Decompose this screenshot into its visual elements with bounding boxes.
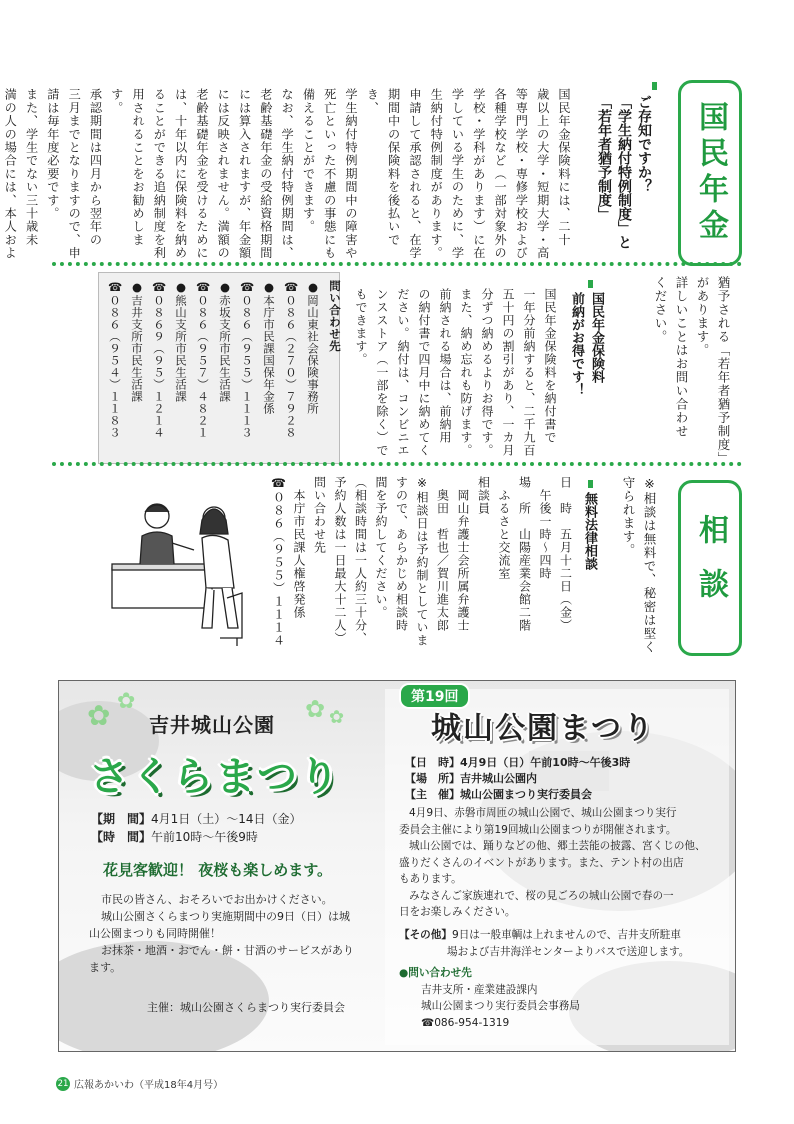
text-line: 申請して承認されると、在学 bbox=[407, 88, 422, 260]
text-line: ※相談日は予約制としていま bbox=[415, 476, 429, 647]
text-line: の納付書で四月中に納めてく bbox=[417, 288, 431, 457]
soudan-accent bbox=[588, 480, 593, 488]
text-line: 学生納付特例期間中の障害や bbox=[344, 88, 359, 260]
text-line: 老齢基礎年金を受けるために bbox=[194, 88, 209, 260]
publication-name: 広報あかいわ（平成18年4月号） bbox=[74, 1080, 224, 1091]
text-line: ることができる追納制度を利 bbox=[152, 88, 167, 260]
text-line: 各種学校など（一部対象外の bbox=[493, 88, 508, 260]
text-line: 五十円の割引があり、一カ月 bbox=[501, 288, 515, 457]
matsuri-body-line: みなさんご家族連れで、桜の見ごろの城山公園で春の一 bbox=[409, 889, 674, 902]
text-line: 老齢基礎年金の受給資格期間 bbox=[258, 88, 273, 260]
kokumin-body bbox=[0, 88, 574, 270]
text-line: ☎０８６（９５５）１１１４ bbox=[271, 476, 286, 647]
prepay-title1: 国民年金保険料 bbox=[589, 292, 604, 383]
prepay-title2: 前納がお得です！ bbox=[569, 292, 584, 396]
matsuri-other bbox=[399, 927, 729, 960]
headline-line2: 「学生納付特例制度」と bbox=[616, 95, 632, 249]
text-line: 三月までとなりますので、申 bbox=[67, 88, 82, 260]
headline-accent bbox=[652, 82, 657, 90]
matsuri-info bbox=[405, 755, 630, 803]
headline-line3: 「若年者猶予制度」 bbox=[596, 95, 612, 221]
matsuri-place: 【場 所】吉井城山公園内 bbox=[405, 772, 537, 785]
text-line: 相談員 bbox=[476, 476, 491, 515]
kokumin-continuation bbox=[650, 276, 734, 466]
contact-item: ●赤坂支所市民生活課 bbox=[218, 280, 232, 403]
soudan-title bbox=[678, 480, 742, 656]
matsuri-contact-title: ●問い合わせ先 bbox=[399, 967, 472, 979]
kokumin-title-text: 国民年金 bbox=[693, 101, 728, 245]
text-line: 備えることができます。 bbox=[301, 88, 316, 234]
matsuri-body-line: 盛りだくさんのイベントがあります。また、テント村の出店 bbox=[399, 856, 684, 869]
text-line: 請は毎年度必要です。 bbox=[45, 88, 60, 220]
text-line: また、学生でない三十歳未 bbox=[24, 88, 39, 247]
sakura-organizer: 主催：城山公園さくらまつり実行委員会 bbox=[147, 1001, 345, 1014]
soudan-intro-line2: 守られます。 bbox=[621, 476, 636, 557]
sakura-subtitle: 吉井城山公園 bbox=[149, 713, 275, 737]
flower-right-icon: ✿ bbox=[305, 695, 326, 723]
contact-title: 問い合わせ先 bbox=[328, 280, 342, 352]
sakura-period-label: 【期 間】 bbox=[91, 812, 152, 826]
text-line: ふるさと交流室 bbox=[497, 476, 511, 580]
contact-item: ●岡山東社会保険事務所 bbox=[306, 280, 320, 415]
text-line: 前納される場合は、前納用 bbox=[438, 288, 452, 444]
prepay-body bbox=[350, 288, 560, 460]
text-line: 学している学生のために、学 bbox=[450, 88, 465, 260]
flower-left-icon: ✿ bbox=[87, 699, 111, 732]
text-line: もできます。 bbox=[354, 288, 368, 366]
text-line: 歳以上の大学・短期大学・高 bbox=[535, 88, 550, 260]
sakura-body-line: ます。 bbox=[89, 961, 122, 974]
text-line: 問い合わせ先 bbox=[312, 476, 327, 554]
contact-item: ●熊山支所市民生活課 bbox=[174, 280, 188, 403]
consultation-illustration bbox=[102, 488, 252, 648]
matsuri-body-line: 委員会主催により第19回城山公園まつりが開催されます。 bbox=[399, 823, 677, 836]
cont-line3: 詳しいことはお問い合わせ bbox=[674, 276, 689, 438]
matsuri-contact bbox=[399, 965, 580, 1031]
cont-line1: 猶予される「若年者猶予制度」 bbox=[716, 276, 731, 465]
text-line: （相談時間は一人約三十分、 bbox=[353, 476, 368, 645]
text-line: なお、学生納付特例期間は、 bbox=[280, 88, 295, 260]
matsuri-badge: 第19回 bbox=[399, 683, 470, 709]
kokumin-headline bbox=[594, 95, 654, 275]
soudan-intro bbox=[618, 476, 660, 656]
matsuri-contact-phone: ☎086-954-1319 bbox=[421, 1016, 510, 1029]
contact-item: ●本庁市民課国保年金係 bbox=[262, 280, 276, 415]
sakura-period bbox=[91, 811, 302, 828]
text-line: 場 所 山陽産業会館二階 bbox=[517, 476, 532, 632]
sakura-time bbox=[91, 829, 258, 846]
text-line: ンスストア（一部を除く）で bbox=[375, 288, 389, 457]
cont-line2: があります。 bbox=[695, 276, 710, 357]
contact-phone: ☎０８６９（９５）１２１４ bbox=[152, 280, 166, 439]
text-line: ださい。納付は、コンビニエ bbox=[396, 288, 410, 457]
contact-phone: ☎０８６（２７０）７９２８ bbox=[284, 280, 298, 439]
poster bbox=[58, 680, 736, 1052]
footer bbox=[56, 1076, 223, 1091]
text-line: 等専門学校・専修学校および bbox=[514, 88, 529, 260]
text-line: 死亡といった不慮の事態にも bbox=[322, 88, 337, 260]
soudan-intro-line1: ※相談は無料で、秘密は堅く bbox=[642, 476, 657, 654]
text-line: 奥田 哲也／賀川進太郎 bbox=[435, 476, 450, 632]
text-line: 承認期間は四月から翌年の bbox=[88, 88, 103, 247]
flower-left2-icon: ✿ bbox=[117, 689, 136, 714]
contact-phone: ☎０８６（９５４）１１８３ bbox=[108, 280, 122, 439]
text-line: 本庁市民課人権啓発係 bbox=[292, 476, 306, 619]
contact-list bbox=[104, 280, 346, 456]
text-line: 分ずつ納めるよりお得です。 bbox=[480, 288, 494, 457]
sakura-time-value: 午前10時～午後9時 bbox=[151, 830, 258, 844]
matsuri-body-line: 日をお楽しみください。 bbox=[399, 906, 516, 918]
sakura-period-value: 4月1日（土）～14日（金） bbox=[151, 812, 302, 826]
text-line: 予約人数は一日最大十二人） bbox=[333, 476, 347, 645]
sakura-time-label: 【時 間】 bbox=[91, 830, 152, 844]
text-line: 午後一時～四時 bbox=[538, 476, 552, 580]
text-line: また、納め忘れも防げます。 bbox=[459, 288, 473, 457]
sakura-body-line: お抹茶・地酒・おでん・餅・甘酒のサービスがあり bbox=[101, 944, 354, 957]
text-line: 日 時 五月十二日（金） bbox=[558, 476, 573, 632]
text-line: 学校・学科があります）に在 bbox=[471, 88, 486, 260]
sakura-body-line: 山公園まつりも同時開催！ bbox=[89, 927, 221, 940]
text-line: には反映されません。満額の bbox=[216, 88, 231, 260]
headline-line1: ご存知ですか？ bbox=[636, 95, 652, 193]
text-line: 間を予約してください。 bbox=[374, 476, 388, 619]
text-line: は、十年以内に保険料を納め bbox=[173, 88, 188, 260]
contact-phone: ☎０８６（９５７）４８２１ bbox=[196, 280, 210, 439]
sakura-body-line: 市民の皆さん、おそろいでお出かけください。 bbox=[101, 893, 333, 906]
text-line: 生納付特例制度があります。 bbox=[429, 88, 444, 260]
text-line: 満の人の場合には、本人およ bbox=[3, 88, 18, 260]
sakura-title: さくらまつり bbox=[89, 754, 341, 800]
sakura-body-line: 城山公園さくらまつり実施期間中の9日（日）は城 bbox=[101, 910, 350, 923]
page-number: 21 bbox=[57, 1078, 69, 1089]
text-line: 国民年金保険料には、二十 bbox=[557, 88, 571, 247]
matsuri-other-label: 【その他】 bbox=[399, 929, 452, 941]
separator-mid bbox=[52, 462, 742, 466]
separator-top bbox=[52, 262, 742, 266]
matsuri-other-line2: 場および吉井海洋センターよりバスで送迎します。 bbox=[447, 945, 690, 958]
matsuri-body-line: 4月9日、赤磐市周匝の城山公園で、城山公園まつり実行 bbox=[409, 807, 677, 819]
text-line: すので、あらかじめ相談時 bbox=[394, 476, 409, 632]
sakura-slogan: 花見客歓迎！ 夜桜も楽しめます。 bbox=[103, 861, 333, 879]
matsuri-host: 【主 催】城山公園まつり実行委員会 bbox=[405, 788, 592, 801]
sakura-body bbox=[89, 891, 389, 976]
matsuri-contact-line: 城山公園まつり実行委員会事務局 bbox=[421, 1000, 580, 1012]
text-line: 岡山弁護士会所属弁護士 bbox=[456, 476, 470, 632]
matsuri-other-line1: 9日は一般車輌は上れませんので、吉井支所駐車 bbox=[451, 929, 681, 941]
matsuri-body bbox=[399, 805, 729, 921]
text-line: 用されることをお勧めします。 bbox=[109, 88, 146, 247]
text-line: には算入されますが、年金額 bbox=[237, 88, 252, 260]
prepay-accent bbox=[588, 280, 593, 288]
contact-phone: ☎０８６（９５５）１１１３ bbox=[240, 280, 254, 439]
kokumin-title bbox=[678, 80, 742, 266]
text-line: 期間中の保険料を後払いでき、 bbox=[365, 88, 401, 247]
matsuri-body-line: 城山公園では、踊りなどの他、郷土芸能の披露、宮くじの他、 bbox=[409, 840, 706, 852]
cont-line4: ください。 bbox=[653, 276, 668, 344]
flower-right2-icon: ✿ bbox=[329, 707, 345, 728]
soudan-body bbox=[268, 476, 576, 658]
matsuri-title: 城山公園まつり bbox=[431, 711, 655, 746]
matsuri-body-line: もあります。 bbox=[399, 873, 462, 885]
soudan-title-text: 相談 bbox=[693, 514, 728, 622]
prepay-heading bbox=[566, 292, 606, 452]
soudan-heading: 無料法律相談 bbox=[582, 492, 597, 570]
text-line: 国民年金保険料を納付書で bbox=[543, 288, 557, 444]
matsuri-datetime: 【日 時】4月9日（日）午前10時～午後3時 bbox=[405, 756, 631, 769]
text-line: 一年分前納すると、二千九百 bbox=[522, 288, 536, 457]
matsuri-contact-line: 吉井支所・産業建設課内 bbox=[421, 983, 538, 996]
contact-item: ●吉井支所市民生活課 bbox=[130, 280, 144, 403]
